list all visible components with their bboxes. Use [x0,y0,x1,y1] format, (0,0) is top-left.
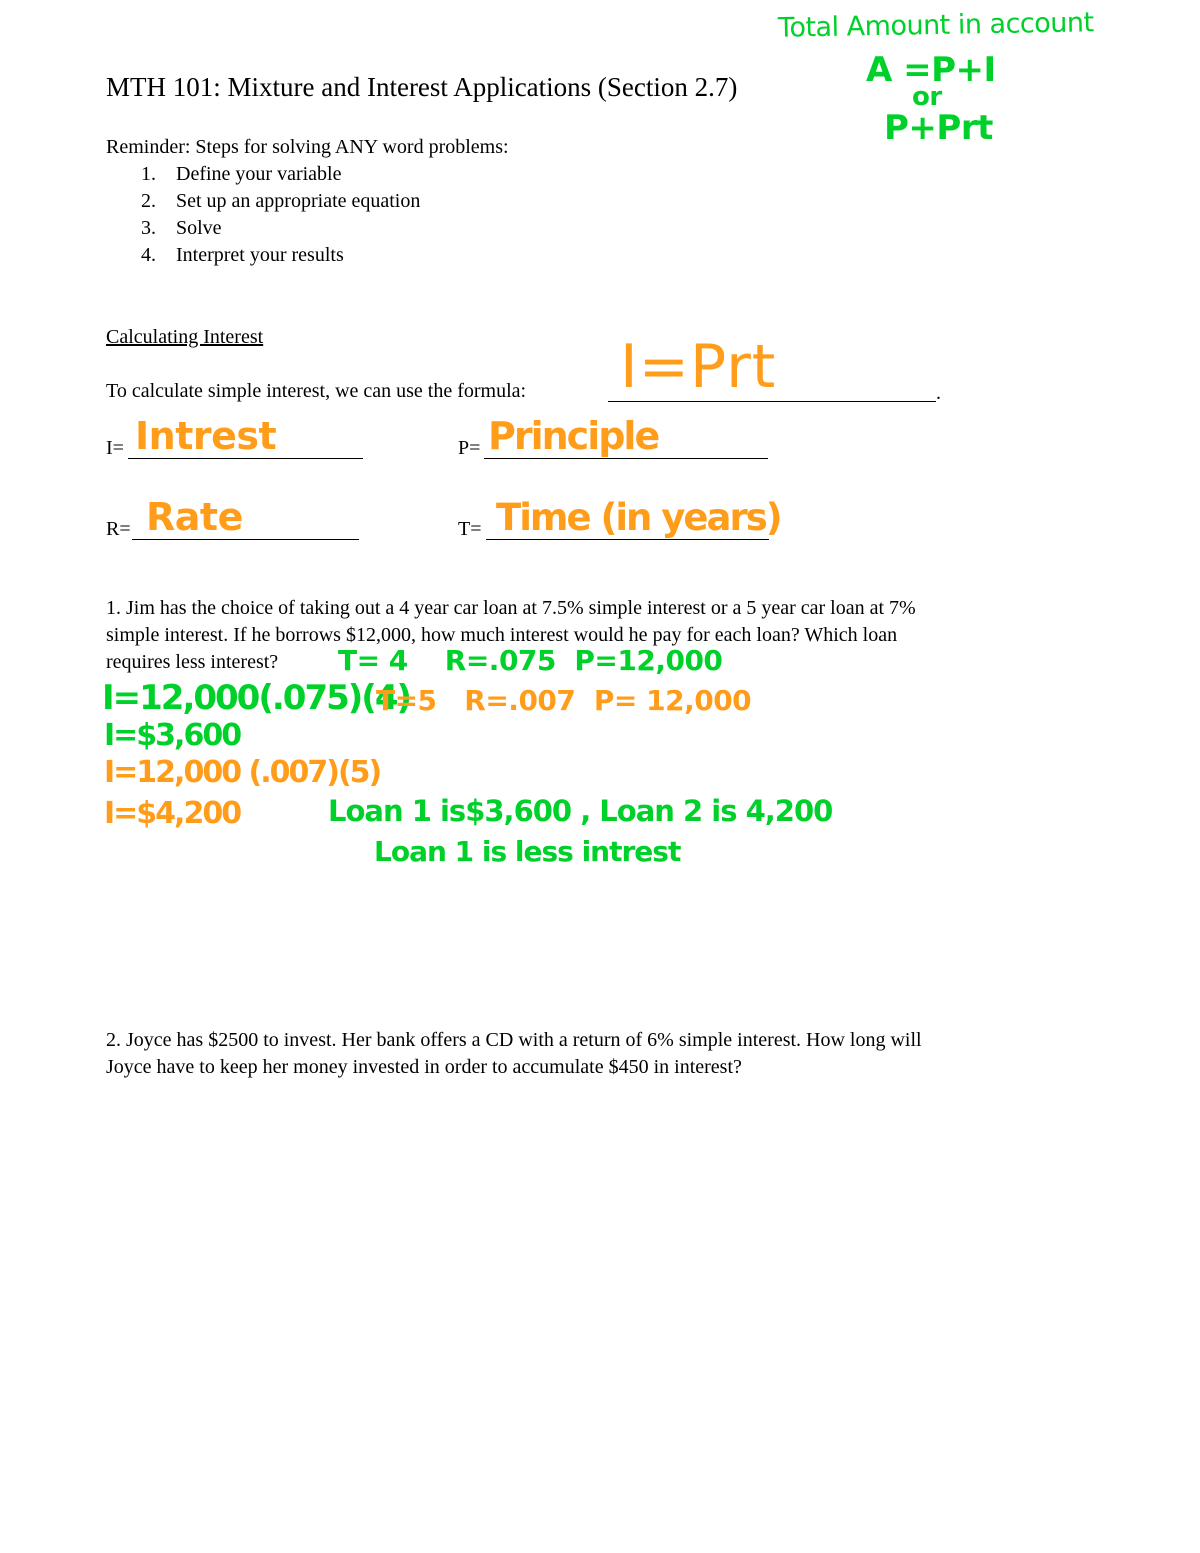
loan2-given: T=5 R=.007 P= 12,000 [376,684,752,717]
step-item: 1. Define your variable [141,163,342,185]
page-title: MTH 101: Mixture and Interest Applications (Section 2.7) [106,72,738,102]
problem1-line2: simple interest. If he borrows $12,000, how much interest would he pay for each loan? Which loan [106,624,898,646]
loan1-calculation: I=12,000(.075)(4) [102,678,411,718]
r-label: R= [106,518,131,540]
p-label: P= [458,437,481,459]
amount-formula-note: A =P+I [866,50,996,90]
p-answer: Principle [488,414,659,458]
formula-period: . [936,382,941,404]
r-answer: Rate [146,495,243,539]
p-blank-line [484,458,768,459]
loan1-result: I=$3,600 [104,718,241,753]
section-heading: Calculating Interest [106,326,264,348]
problem1-line1: 1. Jim has the choice of taking out a 4 year car loan at 7.5% simple interest or a 5 year car loan at 7% [106,597,916,619]
total-amount-note: Total Amount in account [777,7,1094,44]
problem2-line1: 2. Joyce has $2500 to invest. Her bank offers a CD with a return of 6% simple interest. How long will [106,1029,922,1051]
problem1-line3: requires less interest? [106,651,279,673]
i-answer: Intrest [135,414,277,458]
conclusion-note: Loan 1 is less intrest [374,835,681,868]
loan2-result: I=$4,200 [104,796,241,831]
r-blank-line [132,539,359,540]
step-item: 4. Interpret your results [141,244,344,266]
or-note: or [912,82,942,112]
steps-list [141,161,420,269]
reminder-intro: Reminder: Steps for solving ANY word problems: [106,136,509,158]
formula-prompt: To calculate simple interest, we can use the formula: [106,380,527,402]
formula-answer: I=Prt [620,332,777,402]
i-blank-line [128,458,363,459]
step-item: 2. Set up an appropriate equation [141,190,421,212]
loan1-given: T= 4 R=.075 P=12,000 [338,644,723,677]
t-blank-line [486,539,769,540]
loan2-calculation: I=12,000 (.007)(5) [104,755,381,790]
problem2-line2: Joyce have to keep her money invested in order to accumulate $450 in interest? [106,1056,742,1078]
comparison-note: Loan 1 is$3,600 , Loan 2 is 4,200 [328,794,833,828]
t-answer: Time (in years) [496,496,781,539]
prt-formula-note: P+Prt [884,108,993,148]
t-label: T= [458,518,482,540]
step-item: 3. Solve [141,217,222,239]
i-label: I= [106,437,124,459]
